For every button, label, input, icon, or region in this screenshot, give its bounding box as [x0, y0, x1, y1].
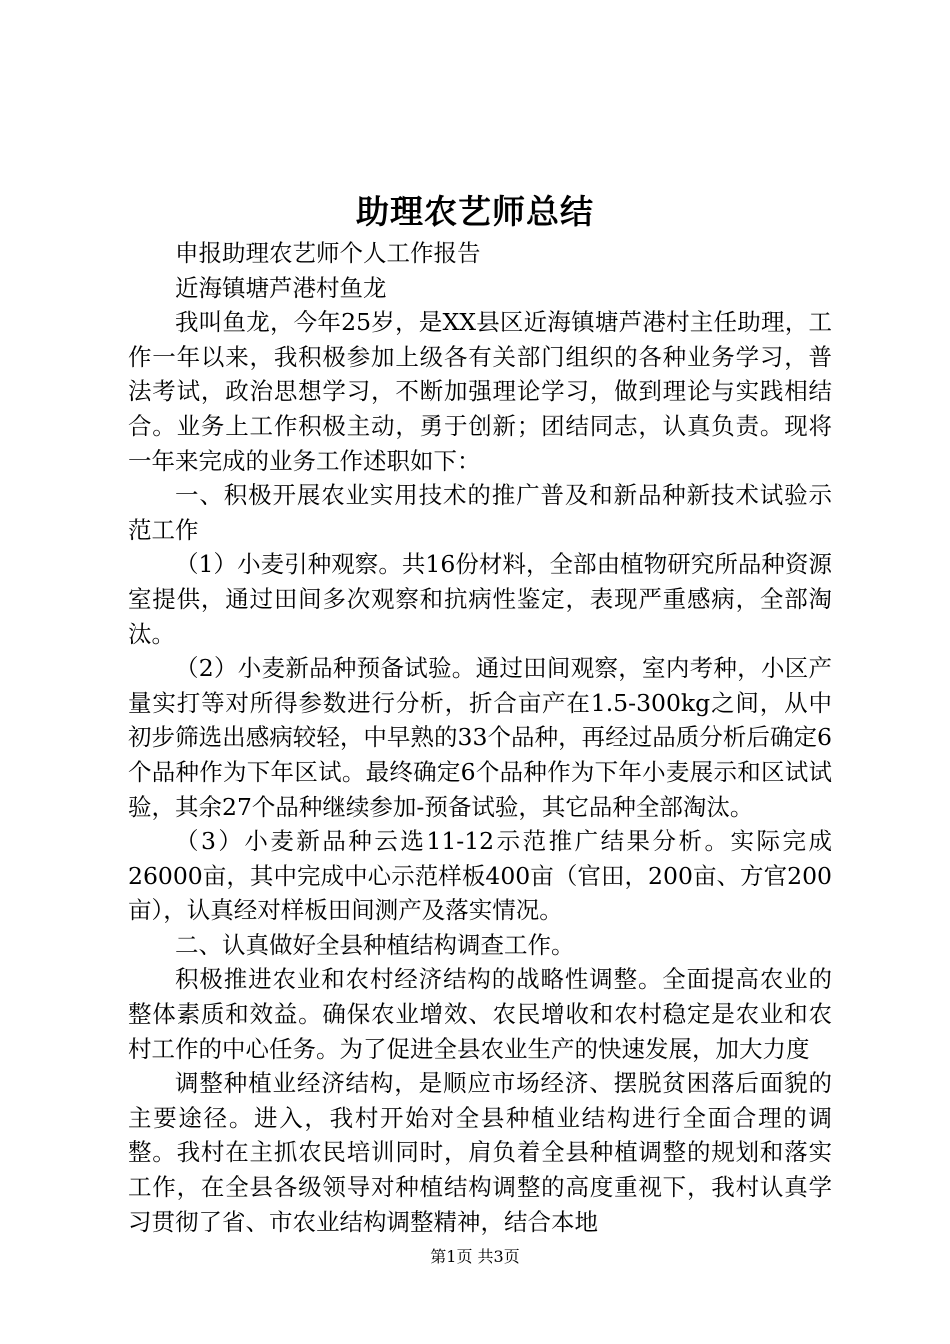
paragraph: 一、积极开展农业实用技术的推广普及和新品种新技术试验示范工作 — [128, 481, 832, 544]
paragraph: 积极推进农业和农村经济结构的战略性调整。全面提高农业的整体素质和效益。确保农业增效、农民增收和农村稳定是农业和农村工作的中心任务。为了促进全县农业生产的快速发展，加大力度 — [128, 965, 832, 1063]
paragraph: 我叫鱼龙，今年25岁，是XX县区近海镇塘芦港村主任助理，工作一年以来，我积极参加上级各有关部门组织的各种业务学习，普法考试，政治思想学习，不断加强理论学习，做到理论与实践相结合。业务上工作积极主动，勇于创新；团结同志，认真负责。现将一年来完成的业务工作述职如下： — [128, 308, 832, 475]
paragraph: （3）小麦新品种云选11-12示范推广结果分析。实际完成26000亩，其中完成中心示范样板400亩（官田，200亩、方官200亩），认真经对样板田间测产及落实情况。 — [128, 827, 832, 925]
paragraph: 申报助理农艺师个人工作报告 — [175, 239, 481, 267]
paragraph: （1）小麦引种观察。共16份材料，全部由植物研究所品种资源室提供，通过田间多次观察和抗病性鉴定，表现严重感病，全部淘汰。 — [128, 550, 832, 648]
paragraph: 调整种植业经济结构，是顺应市场经济、摆脱贫困落后面貌的主要途径。进入，我村开始对全县种植业结构进行全面合理的调整。我村在主抓农民培训同时，肩负着全县种植调整的规划和落实工作，在全县各级领导对种植结构调整的高度重视下，我村认真学习贯彻了省、市农业结构调整精神，结合本地 — [128, 1069, 832, 1236]
document-body — [128, 236, 832, 1239]
document-title: 助理农艺师总结 — [356, 192, 594, 231]
paragraph: 近海镇塘芦港村鱼龙 — [175, 273, 387, 302]
paragraph: 二、认真做好全县种植结构调查工作。 — [175, 930, 575, 959]
page-footer: 第1页 共3页 — [430, 1247, 520, 1266]
paragraph: （2）小麦新品种预备试验。通过田间观察，室内考种，小区产量实打等对所得参数进行分析，折合亩产在1.5-300kg之间，从中初步筛选出感病较轻，中早熟的33个品种，再经过品质分析后确定6个品种作为下年区试。最终确定6个品种作为下年小麦展示和区试试验，其余27个品种继续参加-预备试验，其它品种全部淘汰。 — [128, 654, 832, 821]
